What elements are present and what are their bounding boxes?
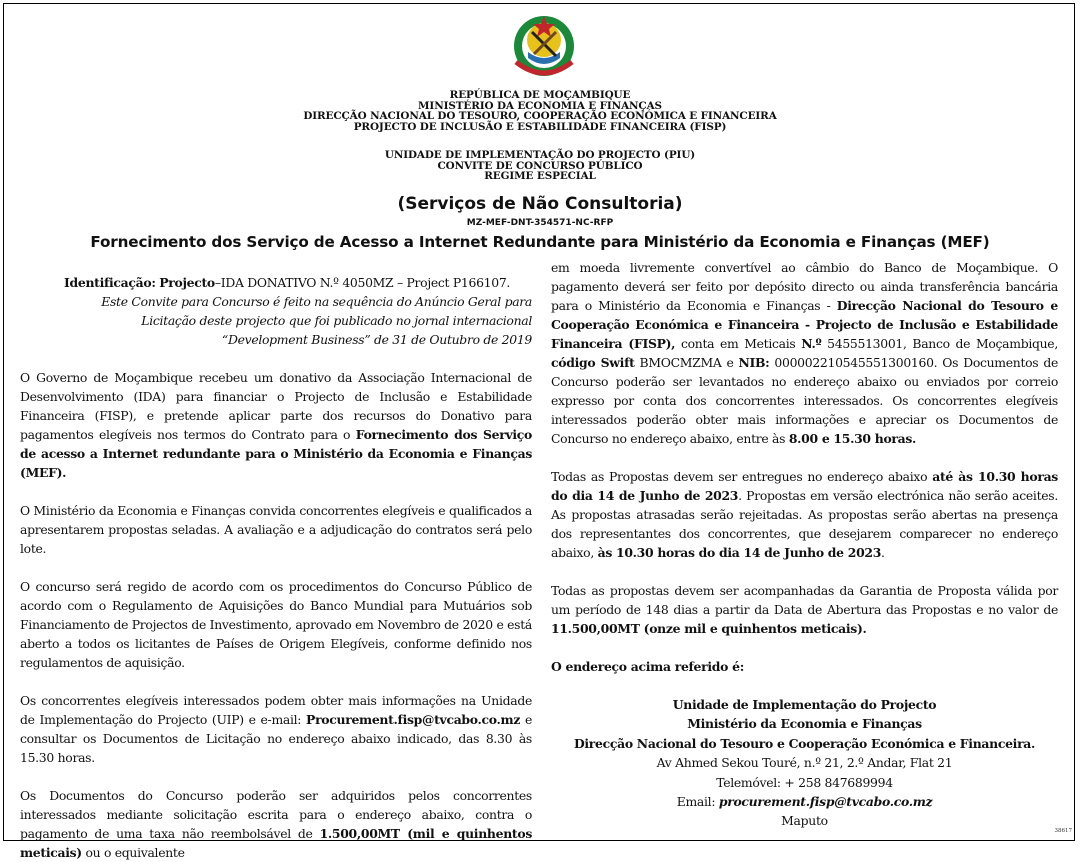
- paragraph-1: O Governo de Moçambique recebeu um donativo da Associação Internacional de Desenvolvimento (IDA) para financiar o Projecto de Inclusão e Estabilidade Financeira (FISP), e pretende aplicar parte dos recursos do Donativo para pagamentos elegíveis nos termos do Contrato para o Fornecimento dos Serviço de acesso a Internet redundante para o Ministério da Economia e Finanças (MEF).: [20, 370, 533, 480]
- header-line: PROJECTO DE INCLUSÃO E ESTABILIDADE FINANCEIRA (FISP): [353, 120, 727, 133]
- header-line: DIRECÇÃO NACIONAL DO TESOURO, COOPERAÇÃO ECONÓMICA E FINANCEIRA: [303, 110, 777, 123]
- address-email: procurement.fisp@tvcabo.co.mz: [718, 794, 933, 810]
- right-column: [551, 258, 1058, 831]
- header-line: UNIDADE DE IMPLEMENTAÇÃO DO PROJECTO (PIU): [384, 149, 696, 161]
- header-line: REPÚBLICA DE MOÇAMBIQUE: [449, 89, 631, 101]
- header-line: REGIME ESPECIAL: [484, 170, 596, 183]
- address-label: O endereço acima referido é:: [551, 659, 744, 674]
- paragraph-4: Os concorrentes elegíveis interessados podem obter mais informações na Unidade de Implementação do Projecto (UIP) e e-mail: Procurement.fisp@tvcabo.co.mz e consultar os Documentos de Licitação no endereço abaixo indicado, das 8.30 às 15.30 horas.: [20, 693, 532, 765]
- header-institution: [0, 90, 1080, 132]
- footer-code: 38617: [1054, 828, 1072, 834]
- reference-number: MZ-MEF-DNT-354571-NC-RFP: [466, 218, 614, 228]
- paragraph-2: O Ministério da Economia e Finanças convida concorrentes elegíveis e qualificados a apresentarem propostas seladas. A avaliação e a adjudicação do contratos será pelo lote.: [20, 503, 532, 556]
- header-unit: [0, 150, 1080, 182]
- document-subject: Fornecimento dos Serviço de Acesso a Internet Redundante para Ministério da Economia e Finanças (MEF): [90, 233, 990, 251]
- paragraph-8: Todas as propostas devem ser acompanhadas da Garantia de Proposta válida por um período de 148 dias a partir da Data de Abertura das Propostas e no valor de 11.500,00MT (onze mil e quinhentos meticais).: [551, 583, 1058, 636]
- mozambique-emblem-icon: [512, 12, 576, 80]
- address-block: Unidade de Implementação do Projecto Ministério da Economia e Finanças Direcção Nacional do Tesouro e Cooperação Económica e Financeira. Av Ahmed Sekou Touré, n.º 21, 2.º Andar, Flat 21 Telemóvel: + 258 847689994 Email: procurement.fisp@tvcabo.co.mz Maputo: [573, 697, 1036, 829]
- contact-email: Procurement.fisp@tvcabo.co.mz: [306, 712, 521, 727]
- paragraph-3: O concurso será regido de acordo com os procedimentos do Concurso Público de acordo com o Regulamento de Aquisições do Banco Mundial para Mutuários sob Financiamento de Projectos de Investimento, aprovado em Novembro de 2020 e está aberto a todos os licitantes de Países de Origem Elegíveis, conforme definido nos regulamentos de aquisição.: [20, 579, 532, 670]
- paragraph-6: em moeda livremente convertível ao câmbio do Banco de Moçambique. O pagamento deverá ser feito por depósito directo ou ainda transferência bancária para o Ministério da Economia e Finanças - Direcção Nacional do Tesouro e Cooperação Económica e Financeira - Projecto de Inclusão e Estabilidade Financeira (FISP), conta em Meticais N.º 5455513001, Banco de Moçambique, código Swift BMOCMZMA e NIB: 000002210545551300160. Os Documentos de Concurso poderão ser levantados no endereço abaixo ou enviados por correio expresso por conta dos concorrentes interessados. Os concorrentes elegíveis interessados poderão obter mais informações e apreciar os Documentos de Concurso no endereço abaixo, entre às 8.00 e 15.30 horas.: [551, 260, 1059, 446]
- document-title: (Serviços de Não Consultoria): [397, 194, 683, 214]
- intro-note: Este Convite para Concurso é feito na sequência do Anúncio Geral para Licitação deste projecto que foi publicado no jornal internacional “Development Business” de 31 de Outubro de 2019: [101, 294, 532, 347]
- left-column: [20, 273, 532, 862]
- paragraph-5: Os Documentos do Concurso poderão ser adquiridos pelos concorrentes interessados mediante solicitação escrita para o endereço abaixo, contra o pagamento de uma taxa não reembolsável de 1.500,00MT (mil e quinhentos meticais) ou o equivalente: [20, 788, 532, 860]
- header-line: MINISTÉRIO DA ECONOMIA E FINANÇAS: [418, 99, 662, 112]
- identification: Identificação: Projecto–IDA DONATIVO N.º 4050MZ – Project P166107.: [64, 275, 511, 290]
- paragraph-7: Todas as Propostas devem ser entregues no endereço abaixo até às 10.30 horas do dia 14 de Junho de 2023. Propostas em versão electrónica não serão aceites. As propostas atrasadas serão rejeitadas. As propostas serão abertas na presença dos representantes dos concorrentes, que desejarem comparecer no endereço abaixo, às 10.30 horas do dia 14 de Junho de 2023.: [551, 469, 1058, 560]
- header-line: CONVITE DE CONCURSO PÚBLICO: [437, 159, 643, 172]
